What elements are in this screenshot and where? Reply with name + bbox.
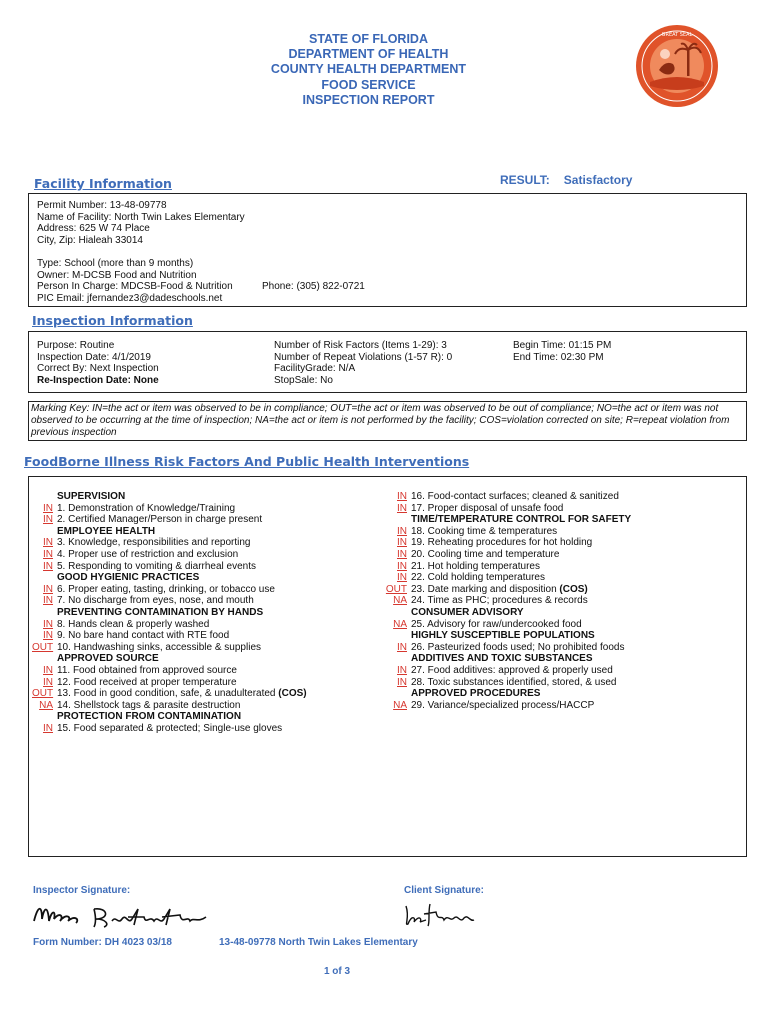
facility-city-zip: City, Zip: Hialeah 33014 [37,234,143,246]
compliance-status: OUT [32,641,54,653]
facility-name: Name of Facility: North Twin Lakes Elementary [37,211,245,223]
risk-category-heading: PREVENTING CONTAMINATION BY HANDS [57,606,264,618]
header-line: FOOD SERVICE [321,77,416,92]
risk-item-text: 25. Advisory for raw/undercooked food [411,618,582,630]
compliance-status: IN [43,618,53,630]
header-line: DEPARTMENT OF HEALTH [288,47,449,62]
header-line: COUNTY HEALTH DEPARTMENT [270,62,467,77]
risk-item [385,619,631,631]
risk-item-text: 15. Food separated & protected; Single-use gloves [57,722,283,734]
risk-item-text: 14. Shellstock tags & parasite destruction [57,699,241,711]
risk-item-text: 21. Hot holding temperatures [411,560,540,572]
risk-item [385,491,631,503]
facility-address: Address: 625 W 74 Place [37,223,150,235]
risk-item [385,642,631,654]
risk-items-right-column [385,491,631,711]
compliance-status: IN [43,583,53,595]
end-time: End Time: 02:30 PM [513,351,604,363]
cos-note: (COS) [278,688,307,700]
risk-item-text: 29. Variance/specialized process/HACCP [411,699,595,711]
risk-item-text: 7. No discharge from eyes, nose, and mouth [57,595,254,607]
risk-item [32,514,307,526]
compliance-status: IN [43,514,53,526]
risk-item-text: 24. Time as PHC; procedures & records [411,595,588,607]
florida-seal-icon [635,24,719,108]
stop-sale: StopSale: No [274,374,333,386]
compliance-status: IN [43,548,53,560]
reinspection-date: Re-Inspection Date: None [37,374,159,386]
compliance-status: NA [393,699,407,711]
risk-item [385,700,631,712]
risk-category-heading: ADDITIVES AND TOXIC SUBSTANCES [411,653,593,665]
risk-item [385,561,631,573]
result-value: Satisfactory [563,173,633,187]
risk-item [385,665,631,677]
risk-category-heading: GOOD HYGIENIC PRACTICES [57,572,200,584]
risk-item [385,572,631,584]
svg-text:GREAT SEAL: GREAT SEAL [661,32,693,38]
compliance-status: IN [397,664,407,676]
compliance-status: IN [397,525,407,537]
risk-category-heading: TIME/TEMPERATURE CONTROL FOR SAFETY [411,514,632,526]
inspection-section-title: Inspection Information [32,313,193,328]
inspection-date: Inspection Date: 4/1/2019 [37,351,151,363]
header-line: INSPECTION REPORT [302,92,435,107]
risk-item-text: 20. Cooling time and temperature [411,548,560,560]
compliance-status: IN [43,722,53,734]
risk-item [32,642,307,654]
risk-section-title: FoodBorne Illness Risk Factors And Public Health Interventions [24,454,470,469]
client-signature-image [400,900,480,930]
compliance-status: IN [397,560,407,572]
risk-item-text: 26. Pasteurized foods used; No prohibited foods [411,641,625,653]
risk-item-text: 16. Food-contact surfaces; cleaned & sanitized [411,491,619,502]
result-status [500,173,646,187]
risk-item [32,677,307,689]
risk-item-text: 27. Food additives: approved & properly used [411,664,613,676]
risk-item-text: 2. Certified Manager/Person in charge present [57,514,263,526]
facility-owner: Owner: M-DCSB Food and Nutrition [37,269,197,281]
risk-item [32,723,307,735]
risk-item-text: 17. Proper disposal of unsafe food [411,502,564,514]
risk-item [32,665,307,677]
facility-phone: Phone: (305) 822-0721 [262,281,365,293]
risk-item-text: 13. Food in good condition, safe, & unadulterated [57,688,276,700]
compliance-status: IN [43,630,53,642]
risk-item [385,526,631,538]
risk-item [32,700,307,712]
compliance-status: OUT [32,688,54,700]
compliance-status: IN [397,491,407,502]
risk-item [32,549,307,561]
facility-section-title: Facility Information [34,176,172,191]
report-header [0,32,737,108]
risk-item-text: 9. No bare hand contact with RTE food [57,630,230,642]
risk-factor-count: Number of Risk Factors (Items 1-29): 3 [274,340,447,351]
compliance-status: IN [397,537,407,549]
risk-item [385,537,631,549]
risk-item [32,595,307,607]
permit-number: Permit Number: 13-48-09778 [37,200,167,211]
risk-category-heading: HIGHLY SUSCEPTIBLE POPULATIONS [411,630,595,642]
footer-permit-facility: 13-48-09778 North Twin Lakes Elementary [219,937,418,948]
risk-item-text: 18. Cooking time & temperatures [411,525,558,537]
correct-by: Correct By: Next Inspection [37,363,159,375]
risk-item [32,561,307,573]
risk-item [32,619,307,631]
compliance-status: IN [397,572,407,584]
cos-note: (COS) [559,583,588,595]
compliance-status: IN [397,676,407,688]
compliance-status: IN [43,595,53,607]
compliance-status: NA [393,595,407,607]
compliance-status: IN [397,548,407,560]
risk-factors-box [28,476,747,857]
risk-item [385,584,631,596]
compliance-status: IN [43,537,53,549]
risk-item-text: 11. Food obtained from approved source [57,664,237,676]
risk-item-text: 19. Reheating procedures for hot holding [411,537,593,549]
compliance-status: OUT [385,583,407,595]
risk-category-heading: APPROVED PROCEDURES [411,688,541,700]
compliance-status: NA [393,618,407,630]
risk-item [32,584,307,596]
inspector-signature-image [30,897,220,933]
begin-time: Begin Time: 01:15 PM [513,340,612,351]
risk-item-text: 5. Responding to vomiting & diarrheal events [57,560,257,572]
page-number: 1 of 3 [323,966,351,977]
risk-category-heading: CONSUMER ADVISORY [411,606,524,618]
compliance-status: NA [39,699,53,711]
risk-item [385,595,631,607]
risk-item [385,677,631,689]
result-label: RESULT: [500,173,550,187]
risk-item-text: 22. Cold holding temperatures [411,572,545,584]
risk-category-heading: APPROVED SOURCE [57,653,159,665]
risk-item [32,688,307,700]
form-number: Form Number: DH 4023 03/18 [33,937,172,948]
risk-items-left-column [32,491,307,734]
risk-category-heading: PROTECTION FROM CONTAMINATION [57,711,242,723]
risk-item [32,503,307,515]
marking-key: Marking Key: IN=the act or item was observed to be in compliance; OUT=the act or item was observed to be out of compliance; NO=the act or item was not observed to be occurring at the time of inspection; NA=the act or item is not performed by the facility; COS=violation corrected on site; R=repeat violation from previous inspection [28,401,747,441]
compliance-status: IN [43,664,53,676]
facility-grade: FacilityGrade: N/A [274,363,356,375]
risk-item-text: 10. Handwashing sinks, accessible & supplies [57,641,261,653]
risk-item-text: 3. Knowledge, responsibilities and reporting [57,537,251,549]
risk-item [32,537,307,549]
risk-item [385,503,631,515]
risk-item [32,630,307,642]
inspector-signature-label: Inspector Signature: [33,885,131,896]
client-signature-label: Client Signature: [404,885,485,896]
risk-item-text: 6. Proper eating, tasting, drinking, or tobacco use [57,583,275,595]
risk-item-text: 4. Proper use of restriction and exclusion [57,548,239,560]
inspection-purpose: Purpose: Routine [37,340,115,351]
risk-item-text: 28. Toxic substances identified, stored, & used [411,676,617,688]
risk-item [385,549,631,561]
person-in-charge: Person In Charge: MDCSB-Food & Nutrition [37,281,233,293]
compliance-status: IN [43,676,53,688]
repeat-violation-count: Number of Repeat Violations (1-57 R): 0 [274,351,453,363]
header-line: STATE OF FLORIDA [309,32,428,46]
risk-item-text: 23. Date marking and disposition [411,583,557,595]
compliance-status: IN [397,502,407,514]
compliance-status: IN [397,641,407,653]
risk-category-heading: EMPLOYEE HEALTH [57,525,156,537]
risk-item-text: 8. Hands clean & properly washed [57,618,210,630]
risk-item-text: 12. Food received at proper temperature [57,676,237,688]
risk-item-text: 1. Demonstration of Knowledge/Training [57,502,236,514]
compliance-status: IN [43,560,53,572]
compliance-status: IN [43,502,53,514]
facility-type: Type: School (more than 9 months) [37,258,194,269]
pic-email: PIC Email: jfernandez3@dadeschools.net [37,292,223,304]
risk-category-heading: SUPERVISION [57,491,126,502]
